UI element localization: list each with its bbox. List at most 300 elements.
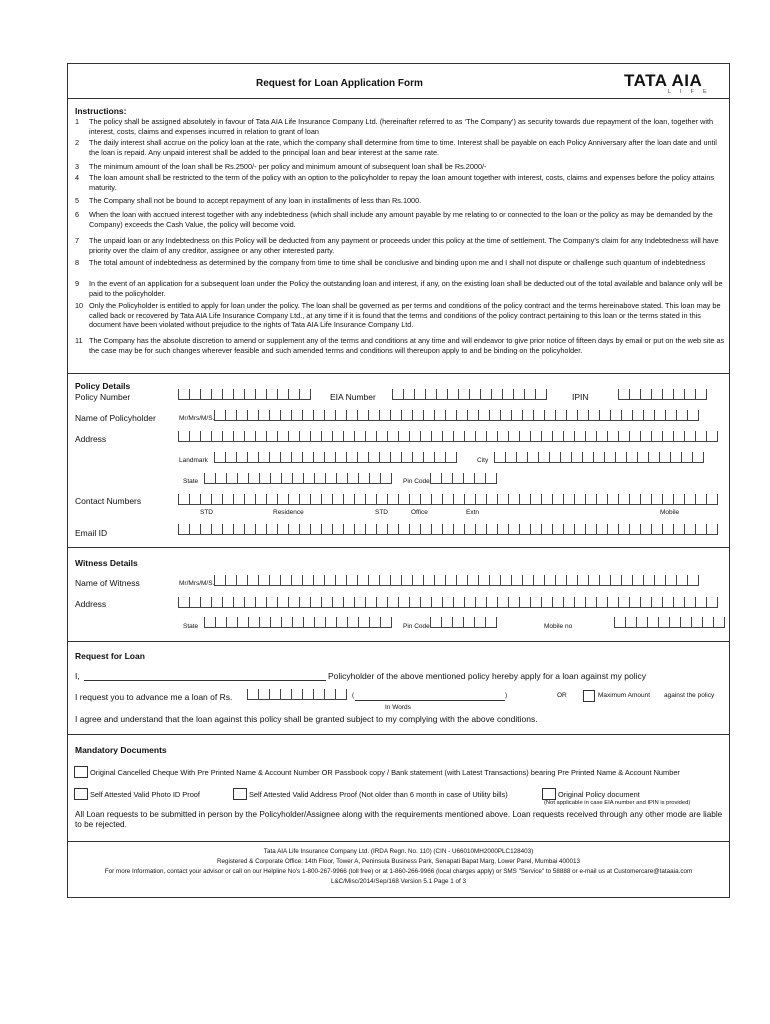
char-box[interactable] bbox=[640, 431, 651, 442]
char-box[interactable] bbox=[464, 597, 475, 608]
char-box[interactable] bbox=[299, 597, 310, 608]
char-box[interactable] bbox=[291, 689, 302, 700]
char-box[interactable] bbox=[281, 473, 292, 484]
char-box[interactable] bbox=[332, 431, 343, 442]
char-box[interactable] bbox=[354, 494, 365, 505]
char-box[interactable] bbox=[695, 389, 707, 400]
char-box[interactable] bbox=[332, 524, 343, 535]
char-box[interactable] bbox=[255, 597, 266, 608]
char-box[interactable] bbox=[441, 617, 452, 628]
char-box[interactable] bbox=[258, 689, 269, 700]
char-box[interactable] bbox=[535, 389, 547, 400]
char-box[interactable] bbox=[247, 689, 258, 700]
char-box[interactable] bbox=[684, 524, 695, 535]
char-box[interactable] bbox=[485, 617, 497, 628]
char-box[interactable] bbox=[625, 617, 636, 628]
char-box[interactable] bbox=[247, 575, 258, 586]
char-box[interactable] bbox=[430, 617, 441, 628]
char-box[interactable] bbox=[486, 431, 497, 442]
char-box[interactable] bbox=[277, 524, 288, 535]
char-box[interactable] bbox=[651, 494, 662, 505]
char-box[interactable] bbox=[530, 431, 541, 442]
char-box[interactable] bbox=[354, 597, 365, 608]
char-box[interactable] bbox=[368, 452, 379, 463]
char-box[interactable] bbox=[248, 473, 259, 484]
char-box[interactable] bbox=[434, 575, 445, 586]
char-box[interactable] bbox=[292, 473, 303, 484]
char-box[interactable] bbox=[563, 431, 574, 442]
char-box[interactable] bbox=[695, 431, 706, 442]
char-box[interactable] bbox=[247, 410, 258, 421]
char-box[interactable] bbox=[354, 524, 365, 535]
char-box[interactable] bbox=[434, 452, 445, 463]
landmark-field[interactable] bbox=[214, 452, 457, 465]
char-box[interactable] bbox=[222, 389, 233, 400]
char-box[interactable] bbox=[376, 431, 387, 442]
char-box[interactable] bbox=[412, 410, 423, 421]
char-box[interactable] bbox=[266, 597, 277, 608]
char-box[interactable] bbox=[332, 494, 343, 505]
char-box[interactable] bbox=[549, 452, 560, 463]
char-box[interactable] bbox=[292, 617, 303, 628]
char-box[interactable] bbox=[662, 524, 673, 535]
char-box[interactable] bbox=[585, 431, 596, 442]
char-box[interactable] bbox=[574, 431, 585, 442]
char-box[interactable] bbox=[332, 597, 343, 608]
char-box[interactable] bbox=[684, 389, 695, 400]
char-box[interactable] bbox=[533, 410, 544, 421]
char-box[interactable] bbox=[259, 473, 270, 484]
char-box[interactable] bbox=[574, 597, 585, 608]
char-box[interactable] bbox=[321, 524, 332, 535]
char-box[interactable] bbox=[555, 575, 566, 586]
char-box[interactable] bbox=[497, 597, 508, 608]
char-box[interactable] bbox=[244, 494, 255, 505]
char-box[interactable] bbox=[302, 410, 313, 421]
char-box[interactable] bbox=[513, 389, 524, 400]
char-box[interactable] bbox=[392, 389, 403, 400]
char-box[interactable] bbox=[651, 389, 662, 400]
char-box[interactable] bbox=[593, 452, 604, 463]
char-box[interactable] bbox=[398, 524, 409, 535]
char-box[interactable] bbox=[687, 575, 699, 586]
char-box[interactable] bbox=[255, 524, 266, 535]
char-box[interactable] bbox=[563, 494, 574, 505]
char-box[interactable] bbox=[310, 494, 321, 505]
char-box[interactable] bbox=[258, 452, 269, 463]
char-box[interactable] bbox=[607, 431, 618, 442]
char-box[interactable] bbox=[618, 389, 629, 400]
char-box[interactable] bbox=[280, 410, 291, 421]
char-box[interactable] bbox=[409, 524, 420, 535]
char-box[interactable] bbox=[676, 575, 687, 586]
char-box[interactable] bbox=[401, 575, 412, 586]
char-box[interactable] bbox=[420, 597, 431, 608]
char-box[interactable] bbox=[379, 452, 390, 463]
char-box[interactable] bbox=[585, 494, 596, 505]
char-box[interactable] bbox=[189, 389, 200, 400]
char-box[interactable] bbox=[599, 575, 610, 586]
char-box[interactable] bbox=[211, 494, 222, 505]
char-box[interactable] bbox=[629, 389, 640, 400]
char-box[interactable] bbox=[636, 617, 647, 628]
char-box[interactable] bbox=[409, 597, 420, 608]
char-box[interactable] bbox=[626, 452, 637, 463]
char-box[interactable] bbox=[302, 689, 313, 700]
char-box[interactable] bbox=[475, 494, 486, 505]
char-box[interactable] bbox=[255, 494, 266, 505]
char-box[interactable] bbox=[475, 597, 486, 608]
char-box[interactable] bbox=[508, 597, 519, 608]
char-box[interactable] bbox=[651, 431, 662, 442]
char-box[interactable] bbox=[299, 524, 310, 535]
char-box[interactable] bbox=[211, 597, 222, 608]
char-box[interactable] bbox=[474, 617, 485, 628]
char-box[interactable] bbox=[519, 597, 530, 608]
char-box[interactable] bbox=[516, 452, 527, 463]
char-box[interactable] bbox=[445, 575, 456, 586]
char-box[interactable] bbox=[497, 524, 508, 535]
char-box[interactable] bbox=[313, 689, 324, 700]
char-box[interactable] bbox=[563, 524, 574, 535]
char-box[interactable] bbox=[335, 689, 347, 700]
char-box[interactable] bbox=[658, 617, 669, 628]
char-box[interactable] bbox=[637, 452, 648, 463]
char-box[interactable] bbox=[552, 431, 563, 442]
char-box[interactable] bbox=[582, 452, 593, 463]
char-box[interactable] bbox=[269, 689, 280, 700]
char-box[interactable] bbox=[302, 575, 313, 586]
char-box[interactable] bbox=[453, 494, 464, 505]
amount-in-words-line[interactable] bbox=[355, 700, 505, 701]
char-box[interactable] bbox=[303, 617, 314, 628]
applicant-name-line[interactable] bbox=[84, 680, 326, 681]
char-box[interactable] bbox=[464, 524, 475, 535]
photo-id-checkbox[interactable] bbox=[74, 788, 88, 800]
char-box[interactable] bbox=[358, 473, 369, 484]
maximum-amount-checkbox[interactable] bbox=[583, 690, 595, 702]
char-box[interactable] bbox=[692, 452, 704, 463]
char-box[interactable] bbox=[269, 452, 280, 463]
char-box[interactable] bbox=[423, 452, 434, 463]
city-field[interactable] bbox=[494, 452, 704, 465]
char-box[interactable] bbox=[445, 452, 457, 463]
char-box[interactable] bbox=[347, 617, 358, 628]
char-box[interactable] bbox=[614, 617, 625, 628]
char-box[interactable] bbox=[629, 431, 640, 442]
char-box[interactable] bbox=[610, 575, 621, 586]
char-box[interactable] bbox=[431, 431, 442, 442]
char-box[interactable] bbox=[303, 473, 314, 484]
char-box[interactable] bbox=[640, 389, 651, 400]
char-box[interactable] bbox=[222, 597, 233, 608]
char-box[interactable] bbox=[222, 431, 233, 442]
char-box[interactable] bbox=[596, 431, 607, 442]
char-box[interactable] bbox=[445, 410, 456, 421]
char-box[interactable] bbox=[204, 617, 215, 628]
char-box[interactable] bbox=[505, 452, 516, 463]
char-box[interactable] bbox=[494, 452, 505, 463]
witness-address-field[interactable] bbox=[178, 597, 718, 610]
char-box[interactable] bbox=[541, 494, 552, 505]
char-box[interactable] bbox=[500, 410, 511, 421]
char-box[interactable] bbox=[321, 431, 332, 442]
char-box[interactable] bbox=[288, 431, 299, 442]
char-box[interactable] bbox=[409, 431, 420, 442]
char-box[interactable] bbox=[486, 494, 497, 505]
policy-document-checkbox[interactable] bbox=[542, 788, 556, 800]
char-box[interactable] bbox=[189, 494, 200, 505]
char-box[interactable] bbox=[431, 524, 442, 535]
char-box[interactable] bbox=[398, 597, 409, 608]
char-box[interactable] bbox=[357, 575, 368, 586]
char-box[interactable] bbox=[695, 494, 706, 505]
char-box[interactable] bbox=[673, 431, 684, 442]
char-box[interactable] bbox=[280, 575, 291, 586]
char-box[interactable] bbox=[336, 617, 347, 628]
char-box[interactable] bbox=[178, 494, 189, 505]
char-box[interactable] bbox=[475, 431, 486, 442]
char-box[interactable] bbox=[654, 410, 665, 421]
char-box[interactable] bbox=[434, 410, 445, 421]
char-box[interactable] bbox=[266, 431, 277, 442]
char-box[interactable] bbox=[390, 575, 401, 586]
char-box[interactable] bbox=[255, 389, 266, 400]
char-box[interactable] bbox=[431, 494, 442, 505]
char-box[interactable] bbox=[380, 617, 392, 628]
char-box[interactable] bbox=[335, 452, 346, 463]
char-box[interactable] bbox=[248, 617, 259, 628]
char-box[interactable] bbox=[596, 597, 607, 608]
loan-amount-field[interactable] bbox=[247, 689, 347, 702]
char-box[interactable] bbox=[258, 575, 269, 586]
char-box[interactable] bbox=[670, 452, 681, 463]
char-box[interactable] bbox=[321, 597, 332, 608]
char-box[interactable] bbox=[662, 597, 673, 608]
char-box[interactable] bbox=[369, 617, 380, 628]
char-box[interactable] bbox=[313, 575, 324, 586]
char-box[interactable] bbox=[632, 575, 643, 586]
char-box[interactable] bbox=[354, 431, 365, 442]
char-box[interactable] bbox=[357, 452, 368, 463]
char-box[interactable] bbox=[706, 524, 718, 535]
char-box[interactable] bbox=[302, 452, 313, 463]
char-box[interactable] bbox=[414, 389, 425, 400]
char-box[interactable] bbox=[497, 431, 508, 442]
char-box[interactable] bbox=[447, 389, 458, 400]
char-box[interactable] bbox=[552, 524, 563, 535]
char-box[interactable] bbox=[401, 452, 412, 463]
char-box[interactable] bbox=[277, 494, 288, 505]
char-box[interactable] bbox=[629, 494, 640, 505]
char-box[interactable] bbox=[541, 597, 552, 608]
char-box[interactable] bbox=[684, 597, 695, 608]
char-box[interactable] bbox=[321, 494, 332, 505]
char-box[interactable] bbox=[463, 617, 474, 628]
char-box[interactable] bbox=[453, 524, 464, 535]
witness-pin-code-field[interactable] bbox=[430, 617, 497, 630]
char-box[interactable] bbox=[310, 431, 321, 442]
char-box[interactable] bbox=[314, 617, 325, 628]
char-box[interactable] bbox=[541, 524, 552, 535]
char-box[interactable] bbox=[324, 689, 335, 700]
char-box[interactable] bbox=[423, 575, 434, 586]
char-box[interactable] bbox=[255, 431, 266, 442]
char-box[interactable] bbox=[343, 524, 354, 535]
char-box[interactable] bbox=[211, 389, 222, 400]
char-box[interactable] bbox=[403, 389, 414, 400]
char-box[interactable] bbox=[222, 524, 233, 535]
char-box[interactable] bbox=[200, 389, 211, 400]
eia-number-field[interactable] bbox=[392, 389, 547, 402]
char-box[interactable] bbox=[508, 524, 519, 535]
char-box[interactable] bbox=[511, 410, 522, 421]
char-box[interactable] bbox=[244, 524, 255, 535]
char-box[interactable] bbox=[178, 597, 189, 608]
char-box[interactable] bbox=[618, 431, 629, 442]
char-box[interactable] bbox=[486, 524, 497, 535]
char-box[interactable] bbox=[530, 524, 541, 535]
char-box[interactable] bbox=[291, 452, 302, 463]
char-box[interactable] bbox=[376, 524, 387, 535]
char-box[interactable] bbox=[379, 410, 390, 421]
char-box[interactable] bbox=[713, 617, 725, 628]
char-box[interactable] bbox=[511, 575, 522, 586]
char-box[interactable] bbox=[502, 389, 513, 400]
address-proof-checkbox[interactable] bbox=[233, 788, 247, 800]
char-box[interactable] bbox=[588, 575, 599, 586]
char-box[interactable] bbox=[346, 452, 357, 463]
char-box[interactable] bbox=[299, 389, 311, 400]
char-box[interactable] bbox=[288, 524, 299, 535]
char-box[interactable] bbox=[632, 410, 643, 421]
char-box[interactable] bbox=[313, 410, 324, 421]
char-box[interactable] bbox=[336, 473, 347, 484]
char-box[interactable] bbox=[299, 494, 310, 505]
char-box[interactable] bbox=[299, 431, 310, 442]
char-box[interactable] bbox=[178, 431, 189, 442]
char-box[interactable] bbox=[225, 575, 236, 586]
char-box[interactable] bbox=[618, 494, 629, 505]
char-box[interactable] bbox=[665, 575, 676, 586]
char-box[interactable] bbox=[544, 575, 555, 586]
char-box[interactable] bbox=[225, 410, 236, 421]
char-box[interactable] bbox=[665, 410, 676, 421]
char-box[interactable] bbox=[702, 617, 713, 628]
char-box[interactable] bbox=[280, 452, 291, 463]
state-field[interactable] bbox=[204, 473, 392, 486]
char-box[interactable] bbox=[585, 597, 596, 608]
char-box[interactable] bbox=[500, 575, 511, 586]
char-box[interactable] bbox=[390, 452, 401, 463]
char-box[interactable] bbox=[398, 494, 409, 505]
char-box[interactable] bbox=[684, 494, 695, 505]
char-box[interactable] bbox=[467, 410, 478, 421]
char-box[interactable] bbox=[577, 575, 588, 586]
char-box[interactable] bbox=[456, 575, 467, 586]
char-box[interactable] bbox=[431, 597, 442, 608]
char-box[interactable] bbox=[204, 473, 215, 484]
char-box[interactable] bbox=[519, 431, 530, 442]
char-box[interactable] bbox=[266, 389, 277, 400]
char-box[interactable] bbox=[291, 575, 302, 586]
char-box[interactable] bbox=[485, 473, 497, 484]
char-box[interactable] bbox=[420, 524, 431, 535]
char-box[interactable] bbox=[387, 431, 398, 442]
char-box[interactable] bbox=[244, 597, 255, 608]
char-box[interactable] bbox=[310, 597, 321, 608]
char-box[interactable] bbox=[508, 431, 519, 442]
char-box[interactable] bbox=[640, 524, 651, 535]
char-box[interactable] bbox=[346, 410, 357, 421]
char-box[interactable] bbox=[706, 431, 718, 442]
char-box[interactable] bbox=[214, 410, 225, 421]
char-box[interactable] bbox=[324, 410, 335, 421]
char-box[interactable] bbox=[442, 597, 453, 608]
char-box[interactable] bbox=[225, 452, 236, 463]
char-box[interactable] bbox=[277, 431, 288, 442]
char-box[interactable] bbox=[588, 410, 599, 421]
char-box[interactable] bbox=[662, 389, 673, 400]
char-box[interactable] bbox=[643, 410, 654, 421]
char-box[interactable] bbox=[420, 431, 431, 442]
char-box[interactable] bbox=[365, 597, 376, 608]
char-box[interactable] bbox=[178, 524, 189, 535]
char-box[interactable] bbox=[566, 410, 577, 421]
char-box[interactable] bbox=[629, 524, 640, 535]
char-box[interactable] bbox=[577, 410, 588, 421]
char-box[interactable] bbox=[442, 524, 453, 535]
char-box[interactable] bbox=[214, 575, 225, 586]
char-box[interactable] bbox=[401, 410, 412, 421]
char-box[interactable] bbox=[387, 524, 398, 535]
char-box[interactable] bbox=[527, 452, 538, 463]
char-box[interactable] bbox=[376, 597, 387, 608]
char-box[interactable] bbox=[662, 431, 673, 442]
char-box[interactable] bbox=[522, 410, 533, 421]
char-box[interactable] bbox=[376, 494, 387, 505]
char-box[interactable] bbox=[200, 431, 211, 442]
char-box[interactable] bbox=[258, 410, 269, 421]
char-box[interactable] bbox=[618, 597, 629, 608]
char-box[interactable] bbox=[648, 452, 659, 463]
char-box[interactable] bbox=[566, 575, 577, 586]
char-box[interactable] bbox=[291, 410, 302, 421]
policyholder-name-field[interactable] bbox=[214, 410, 699, 423]
char-box[interactable] bbox=[215, 473, 226, 484]
char-box[interactable] bbox=[684, 431, 695, 442]
char-box[interactable] bbox=[489, 575, 500, 586]
char-box[interactable] bbox=[474, 473, 485, 484]
char-box[interactable] bbox=[270, 617, 281, 628]
char-box[interactable] bbox=[695, 524, 706, 535]
char-box[interactable] bbox=[676, 410, 687, 421]
char-box[interactable] bbox=[288, 389, 299, 400]
char-box[interactable] bbox=[560, 452, 571, 463]
char-box[interactable] bbox=[552, 597, 563, 608]
char-box[interactable] bbox=[522, 575, 533, 586]
char-box[interactable] bbox=[324, 575, 335, 586]
char-box[interactable] bbox=[226, 473, 237, 484]
char-box[interactable] bbox=[681, 452, 692, 463]
char-box[interactable] bbox=[214, 452, 225, 463]
char-box[interactable] bbox=[277, 389, 288, 400]
char-box[interactable] bbox=[552, 494, 563, 505]
char-box[interactable] bbox=[706, 597, 718, 608]
contact-numbers-field[interactable] bbox=[178, 494, 718, 507]
char-box[interactable] bbox=[621, 575, 632, 586]
char-box[interactable] bbox=[463, 473, 474, 484]
